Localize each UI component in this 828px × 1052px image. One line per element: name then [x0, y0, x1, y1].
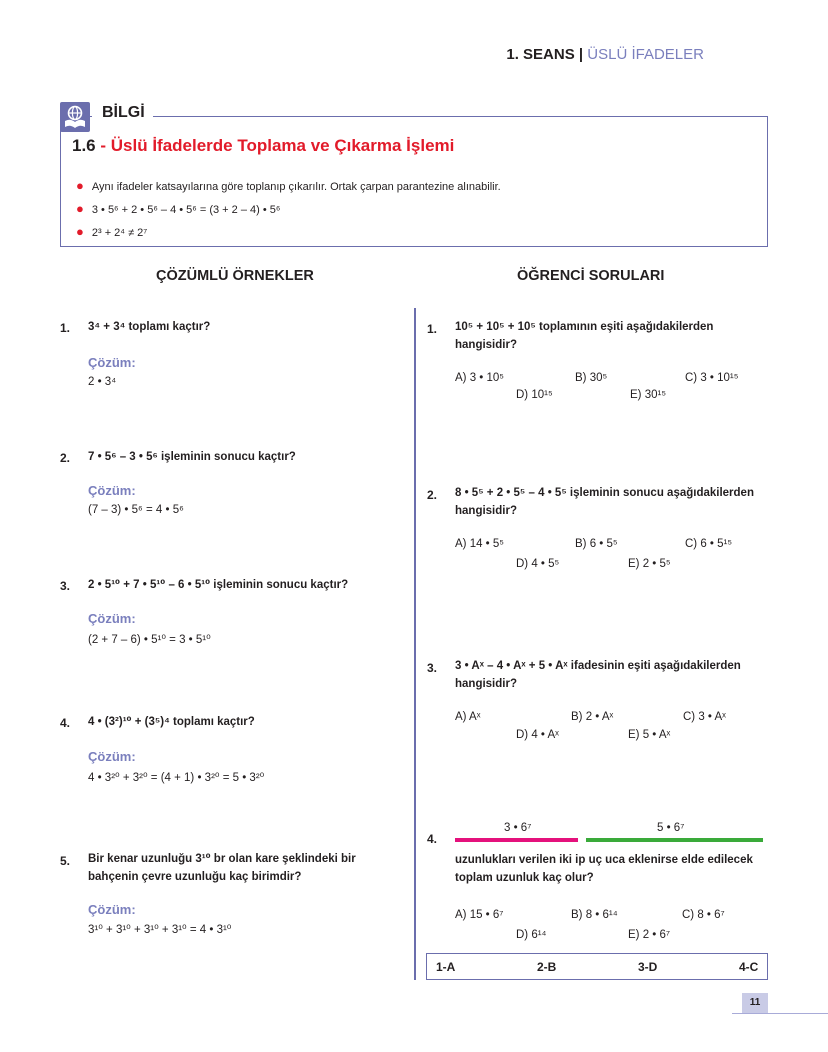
question-number: 3.: [427, 661, 438, 675]
question-text: 8 • 5⁵ + 2 • 5⁵ – 4 • 5⁵ işleminin sonucu aşağıdakilerden hangisidir?: [455, 487, 754, 517]
info-bullet-text: Aynı ifadeler katsayılarına göre toplanıp çıkarılır. Ortak çarpan parantezine alınabilir.: [91, 181, 501, 193]
option-a[interactable]: A) 14 • 5⁵: [455, 538, 505, 550]
solution-label: Çözüm:: [88, 749, 136, 764]
question-text: 3 • Aˣ – 4 • Aˣ + 5 • Aˣ ifadesinin eşiti aşağıdakilerden hangisidir?: [455, 660, 741, 690]
header-separator: |: [578, 46, 584, 63]
option-b[interactable]: B) 6 • 5⁵: [575, 538, 618, 550]
solution-text: 3¹⁰ + 3¹⁰ + 3¹⁰ + 3¹⁰ = 4 • 3¹⁰: [88, 924, 232, 936]
question-text: 10⁵ + 10⁵ + 10⁵ toplamının eşiti aşağıdakilerden hangisidir?: [455, 321, 714, 351]
solution-text: (2 + 7 – 6) • 5¹⁰ = 3 • 5¹⁰: [88, 634, 211, 646]
solution-label: Çözüm:: [88, 902, 136, 917]
page-number: 11: [742, 993, 768, 1013]
example-question: 3⁴ + 3⁴ toplamı kaçtır?: [88, 321, 211, 333]
option-c[interactable]: C) 8 • 6⁷: [682, 909, 725, 921]
option-c[interactable]: C) 6 • 5¹⁵: [685, 538, 733, 550]
topic-label: ÜSLÜ İFADELER: [587, 46, 704, 63]
solution-label: Çözüm:: [88, 355, 136, 370]
option-c[interactable]: C) 3 • 10¹⁵: [685, 372, 739, 384]
example-question: 2 • 5¹⁰ + 7 • 5¹⁰ – 6 • 5¹⁰ işleminin sonucu kaçtır?: [88, 579, 349, 591]
section-number: 1.6: [72, 136, 96, 155]
option-e[interactable]: E) 2 • 6⁷: [628, 929, 671, 941]
example-question: 4 • (3²)¹⁰ + (3⁵)⁴ toplamı kaçtır?: [88, 716, 255, 728]
session-label: 1. SEANS: [506, 46, 575, 63]
page-footer-line: [732, 1013, 828, 1014]
example-question: 7 • 5⁶ – 3 • 5⁶ işleminin sonucu kaçtır?: [88, 451, 296, 463]
section-title-text: - Üslü İfadelerde Toplama ve Çıkarma İşlemi: [100, 136, 455, 155]
option-c[interactable]: C) 3 • Aˣ: [683, 711, 726, 723]
option-e[interactable]: E) 30¹⁵: [630, 389, 667, 401]
option-e[interactable]: E) 5 • Aˣ: [628, 729, 671, 741]
option-d[interactable]: D) 6¹⁴: [516, 929, 547, 941]
option-a[interactable]: A) 15 • 6⁷: [455, 909, 504, 921]
answer-key-box: [426, 953, 768, 980]
question-text: uzunlukları verilen iki ip uç uca eklenirse elde edilecek toplam uzunluk kaç olur?: [455, 854, 753, 884]
option-b[interactable]: B) 30⁵: [575, 372, 608, 384]
column-divider: [414, 308, 416, 980]
book-globe-icon: [60, 102, 90, 132]
question-number: 1.: [427, 322, 438, 336]
solution-text: 2 • 3⁴: [88, 376, 117, 388]
example-number: 4.: [60, 716, 71, 730]
answer-key-item: 2-B: [537, 960, 557, 974]
option-a[interactable]: A) 3 • 10⁵: [455, 372, 505, 384]
option-d[interactable]: D) 4 • 5⁵: [516, 558, 560, 570]
solution-text: (7 – 3) • 5⁶ = 4 • 5⁶: [88, 504, 184, 516]
option-b[interactable]: B) 8 • 6¹⁴: [571, 909, 618, 921]
question-number: 4.: [427, 832, 438, 846]
option-d[interactable]: D) 4 • Aˣ: [516, 729, 559, 741]
answer-key-item: 4-C: [739, 960, 759, 974]
answer-key-item: 3-D: [638, 960, 658, 974]
student-questions-title: ÖĞRENCİ SORULARI: [517, 268, 665, 284]
option-e[interactable]: E) 2 • 5⁵: [628, 558, 671, 570]
solution-text: 4 • 3²⁰ + 3²⁰ = (4 + 1) • 3²⁰ = 5 • 3²⁰: [88, 772, 265, 784]
example-number: 2.: [60, 451, 71, 465]
option-b[interactable]: B) 2 • Aˣ: [571, 711, 614, 723]
question-number: 2.: [427, 488, 438, 502]
answer-key-item: 1-A: [436, 960, 456, 974]
segment-2-label: 5 • 6⁷: [657, 822, 685, 834]
example-number: 3.: [60, 579, 71, 593]
example-number: 5.: [60, 854, 71, 868]
rope-segment-2: [586, 838, 763, 842]
info-label: BİLGİ: [102, 104, 145, 121]
info-bullet: ● Aynı ifadeler katsayılarına göre toplanıp çıkarılır. Ortak çarpan parantezine alınabilir.: [76, 178, 501, 193]
section-title: [72, 136, 454, 156]
solution-label: Çözüm:: [88, 611, 136, 626]
example-number: 1.: [60, 321, 71, 335]
example-question: Bir kenar uzunluğu 3¹⁰ br olan kare şeklindeki bir bahçenin çevre uzunluğu kaç birimdir?: [88, 853, 356, 883]
info-label-wrap: [92, 104, 153, 122]
info-bullet: ● 3 • 5⁶ + 2 • 5⁶ – 4 • 5⁶ = (3 + 2 – 4) • 5⁶: [76, 201, 281, 216]
option-a[interactable]: A) Aˣ: [455, 711, 481, 723]
solved-examples-title: ÇÖZÜMLÜ ÖRNEKLER: [156, 268, 314, 284]
option-d[interactable]: D) 10¹⁵: [516, 389, 553, 401]
info-bullet-text: 3 • 5⁶ + 2 • 5⁶ – 4 • 5⁶ = (3 + 2 – 4) • 5⁶: [91, 204, 281, 216]
info-bullet: ● 2³ + 2⁴ ≠ 2⁷: [76, 224, 148, 239]
info-bullet-text: 2³ + 2⁴ ≠ 2⁷: [91, 227, 148, 239]
segment-1-label: 3 • 6⁷: [504, 822, 532, 834]
solution-label: Çözüm:: [88, 483, 136, 498]
rope-segment-1: [455, 838, 578, 842]
page-header: [506, 46, 704, 63]
